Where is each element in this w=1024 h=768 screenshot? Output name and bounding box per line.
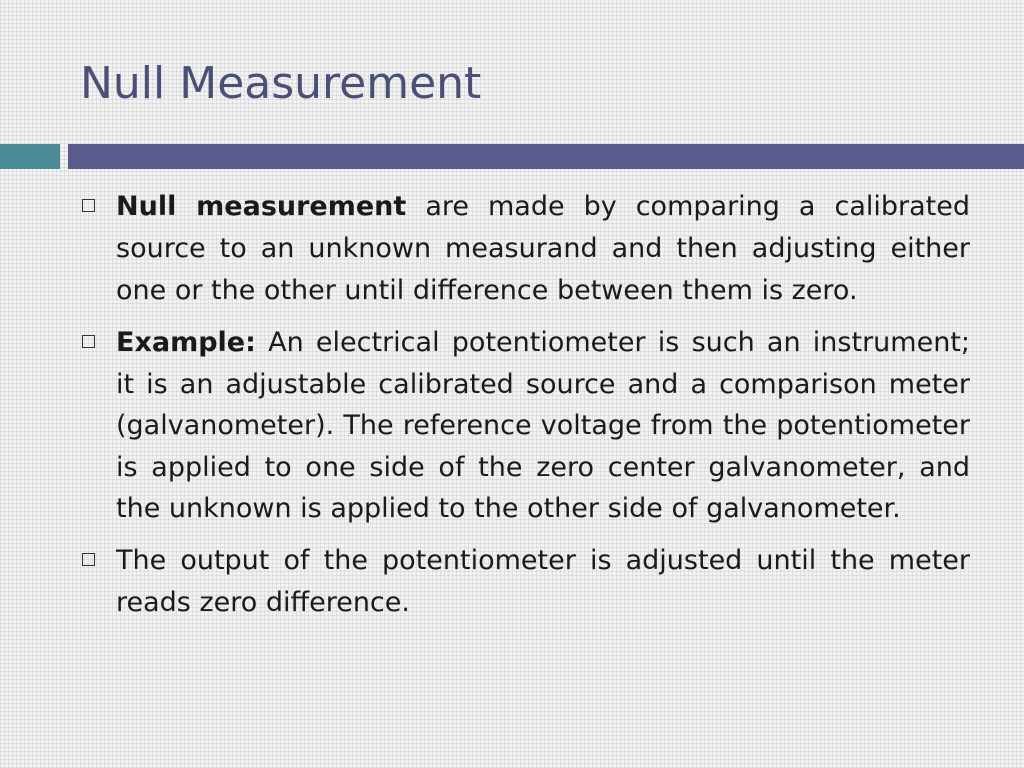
square-bullet-icon: [82, 553, 95, 566]
bullet-text: The output of the potentiometer is adjusted until the meter reads zero difference.: [116, 544, 970, 618]
slide-title: Null Measurement: [80, 58, 482, 109]
bullet-lead-term: Example:: [116, 327, 256, 358]
bullet-text: are made by comparing a calibrated source to an unknown measurand and then adjusting either one or the other until difference between them is zero.: [116, 191, 970, 306]
bullet-item: [80, 540, 970, 624]
bullet-lead-term: Null measurement: [116, 191, 407, 222]
bullet-item: [80, 322, 970, 530]
bullet-text: An electrical potentiometer is such an instrument; it is an adjustable calibrated source and a comparison meter (galvanometer). The reference voltage from the potentiometer is applied to one side of the zero center galvanometer, and the unknown is applied to the other side of galvanometer.: [116, 327, 970, 524]
title-accent-bar-left: [0, 144, 60, 169]
bullet-list: [80, 186, 970, 634]
square-bullet-icon: [82, 199, 95, 212]
title-accent-bar-right: [68, 144, 1024, 169]
bullet-item: [80, 186, 970, 312]
square-bullet-icon: [82, 335, 95, 348]
